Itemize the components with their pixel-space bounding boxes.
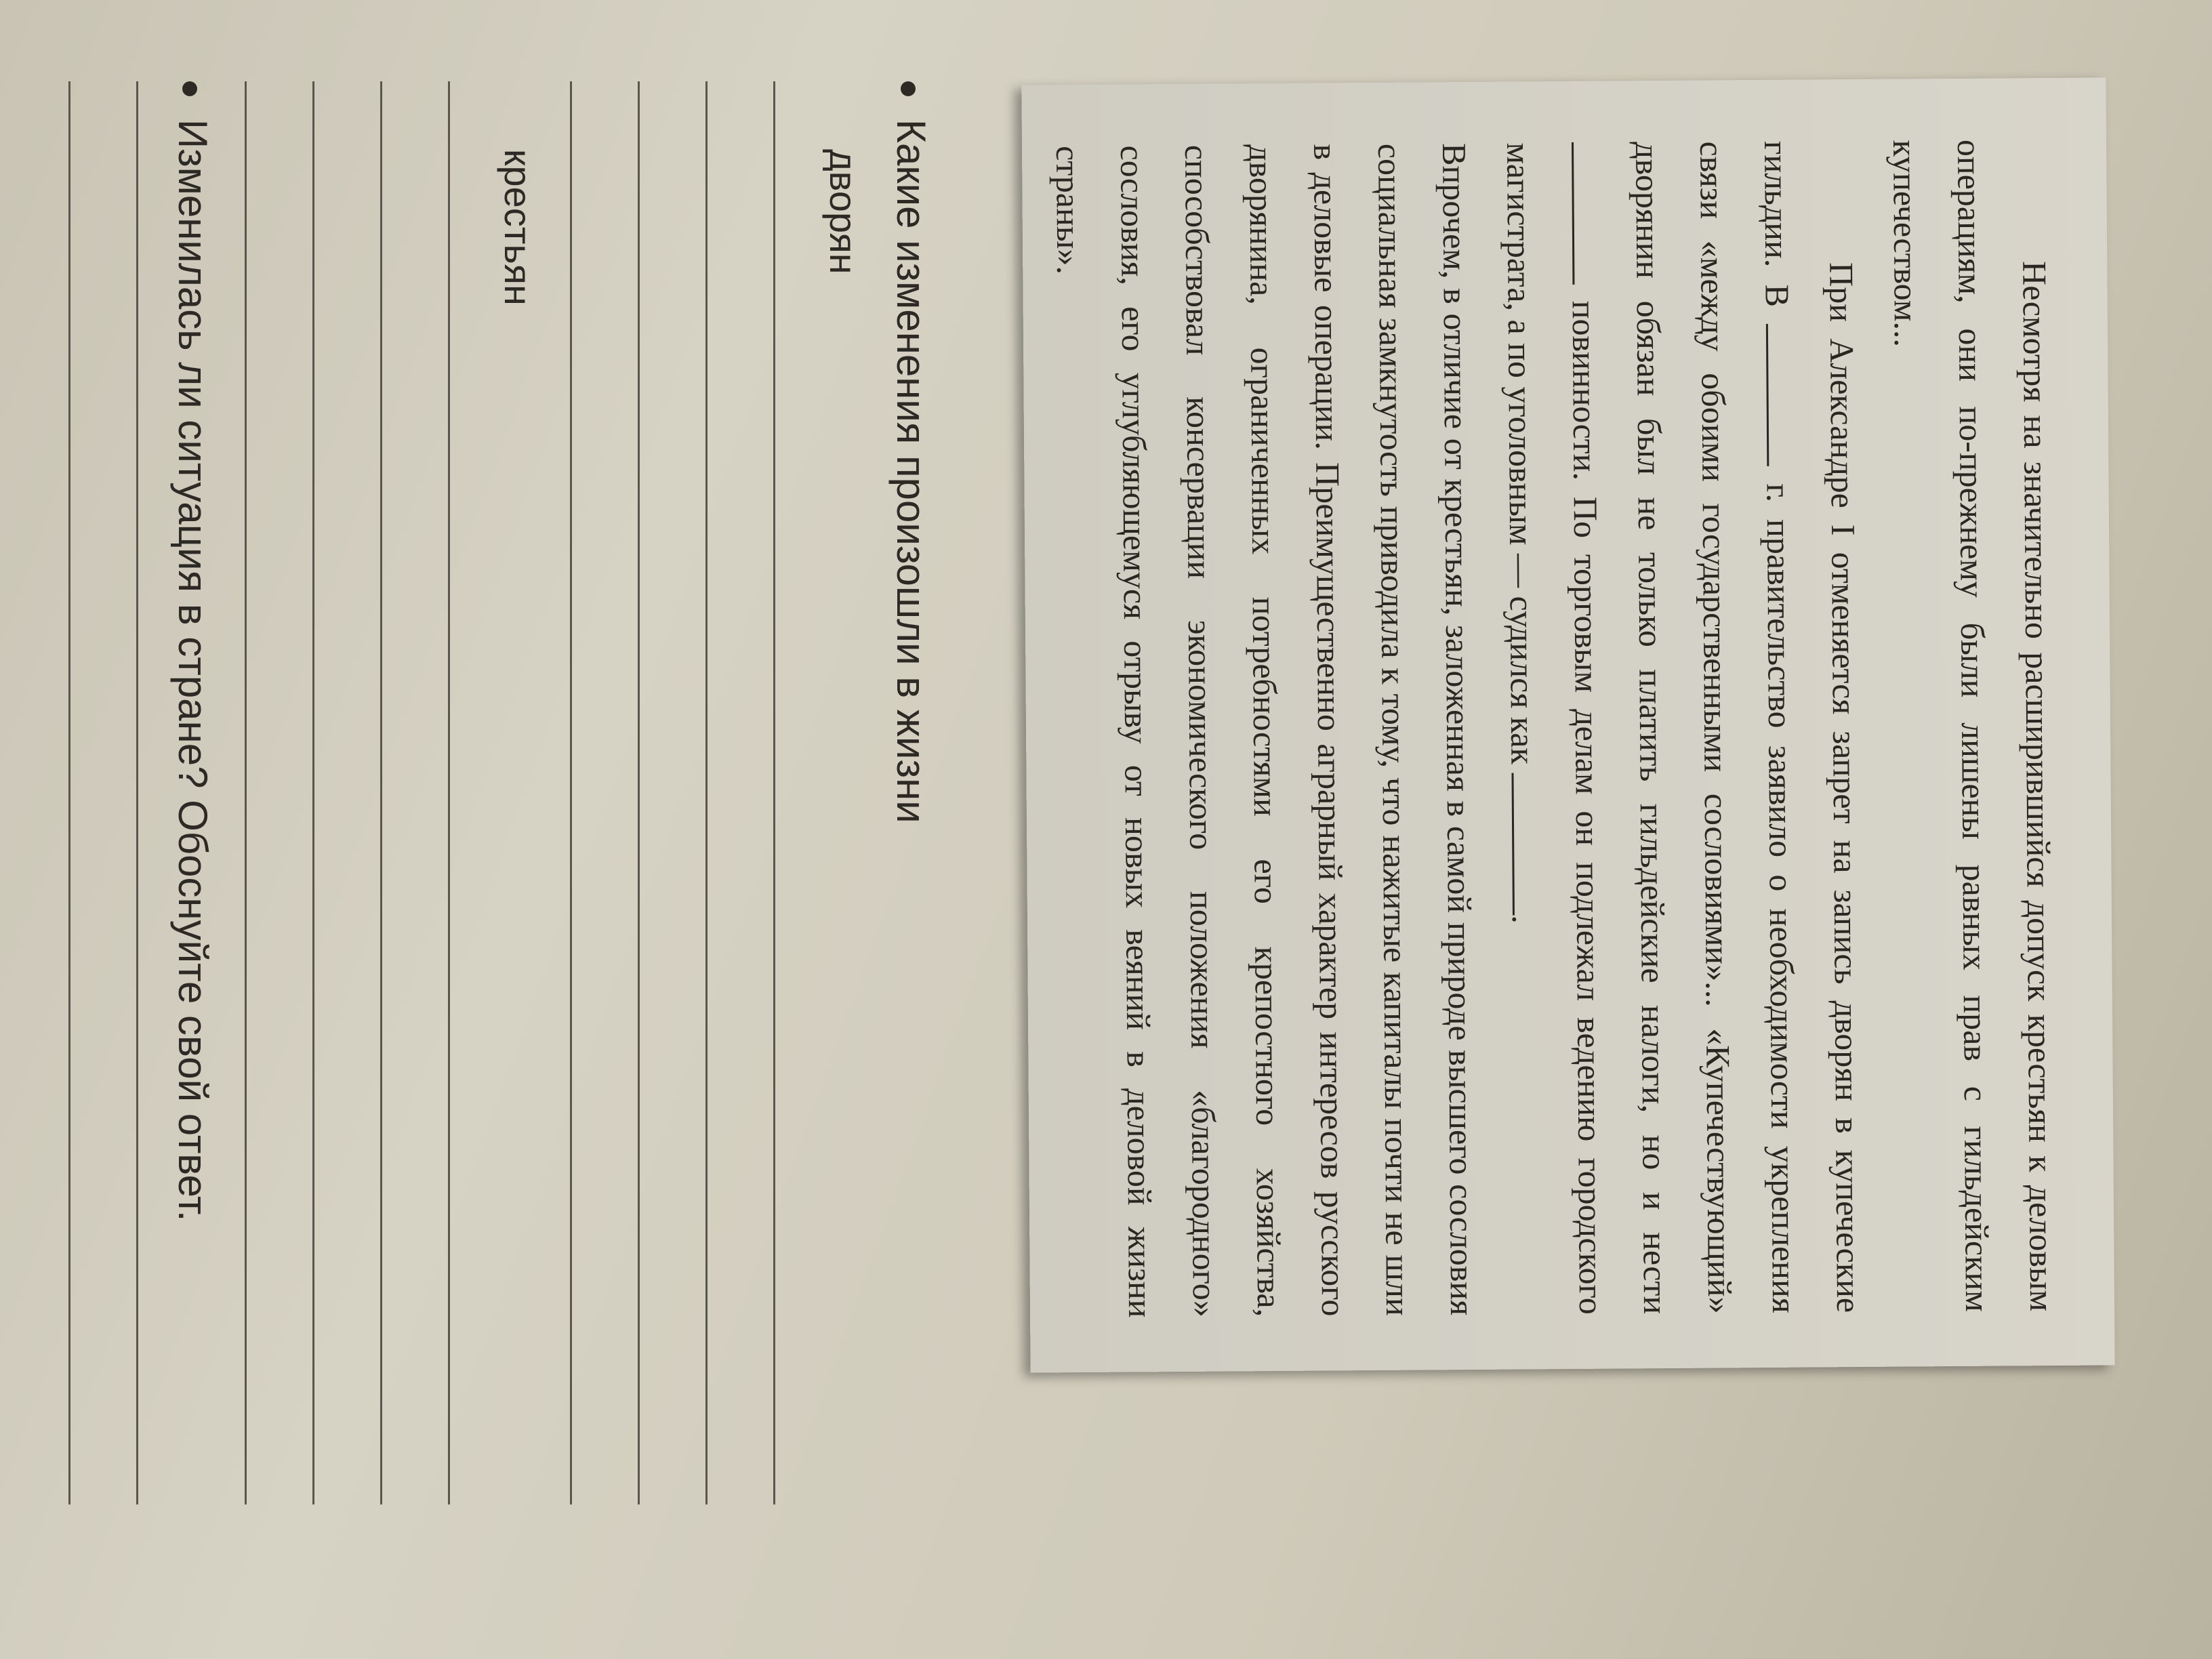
paragraph-2-part-2: г. правительство заявило о необходимости укрепления связи «между обоими государственными сословиями»... «Купечествующий» дворянин обязан был не только платить гильдейские налоги, но и нести bbox=[1628, 141, 1804, 1315]
question-1-text: Какие изменения произошли в жизни bbox=[888, 119, 934, 823]
q2-answer-line-1[interactable] bbox=[136, 81, 138, 1504]
peasants-answer-line-3[interactable] bbox=[312, 81, 314, 1504]
peasants-label-text: крестьян bbox=[497, 149, 539, 306]
paragraph-3-text: Впрочем, в отличие от крестьян, заложенная в самой природе высшего сословия социальная замкнутость приводила к тому, что нажитые капиталы почти не шли в деловые операции. Преимущественно аграрный характер интересов русского дворянина, ограниченных потребностями его крепостного хозяйства, способствовал консервации экономического положения «благородного» сословия, его углубляющемуся отрыву от новых веяний в деловой жизни страны». bbox=[1049, 142, 1482, 1318]
q2-answer-line-2[interactable] bbox=[68, 81, 70, 1504]
paragraph-2-part-1: При Александре I отменяется запрет на запись дворян в купеческие гильдии. В bbox=[1757, 140, 1868, 1313]
nobles-answer-line-4[interactable] bbox=[570, 81, 572, 1504]
paragraph-1 bbox=[1872, 139, 2074, 1313]
peasants-label bbox=[491, 149, 545, 306]
nobles-label bbox=[816, 149, 870, 1572]
nobles-label-text: дворян bbox=[822, 149, 865, 274]
peasants-answer-line-1[interactable] bbox=[448, 81, 450, 1504]
paragraph-2-part-3: повинности. По торговым делам он подлежал ведению городского магистрата, а по уголовным — судился как bbox=[1499, 142, 1611, 1315]
question-2-text: Изменилась ли ситуация в стране? Обоснуйте свой ответ. bbox=[170, 119, 216, 1222]
estate-blank[interactable] bbox=[1511, 773, 1541, 915]
year-blank[interactable] bbox=[1766, 324, 1796, 466]
bullet-icon bbox=[182, 81, 197, 96]
text-excerpt-box bbox=[1021, 77, 2114, 1372]
peasants-answer-line-4[interactable] bbox=[245, 81, 247, 1504]
question-2 bbox=[165, 81, 220, 1221]
paragraph-2 bbox=[1486, 140, 1881, 1315]
questions-section bbox=[170, 81, 938, 1572]
paragraph-2-part-4: . bbox=[1504, 915, 1544, 924]
bullet-icon bbox=[901, 81, 916, 96]
peasants-answer-line-2[interactable] bbox=[380, 81, 382, 1504]
nobles-answer-line-1[interactable] bbox=[773, 81, 775, 1504]
nobles-answer-line-2[interactable] bbox=[705, 81, 708, 1504]
nobles-answer-line-3[interactable] bbox=[638, 81, 640, 1504]
paragraph-3 bbox=[1036, 143, 1494, 1319]
question-1 bbox=[884, 81, 938, 1572]
paragraph-1-text: Несмотря на значительно расширившийся допуск крестьян к деловым операциям, они по-прежнему были лишены равных прав с гильдейским купечеством... bbox=[1885, 139, 2062, 1312]
duties-blank[interactable] bbox=[1572, 142, 1601, 285]
